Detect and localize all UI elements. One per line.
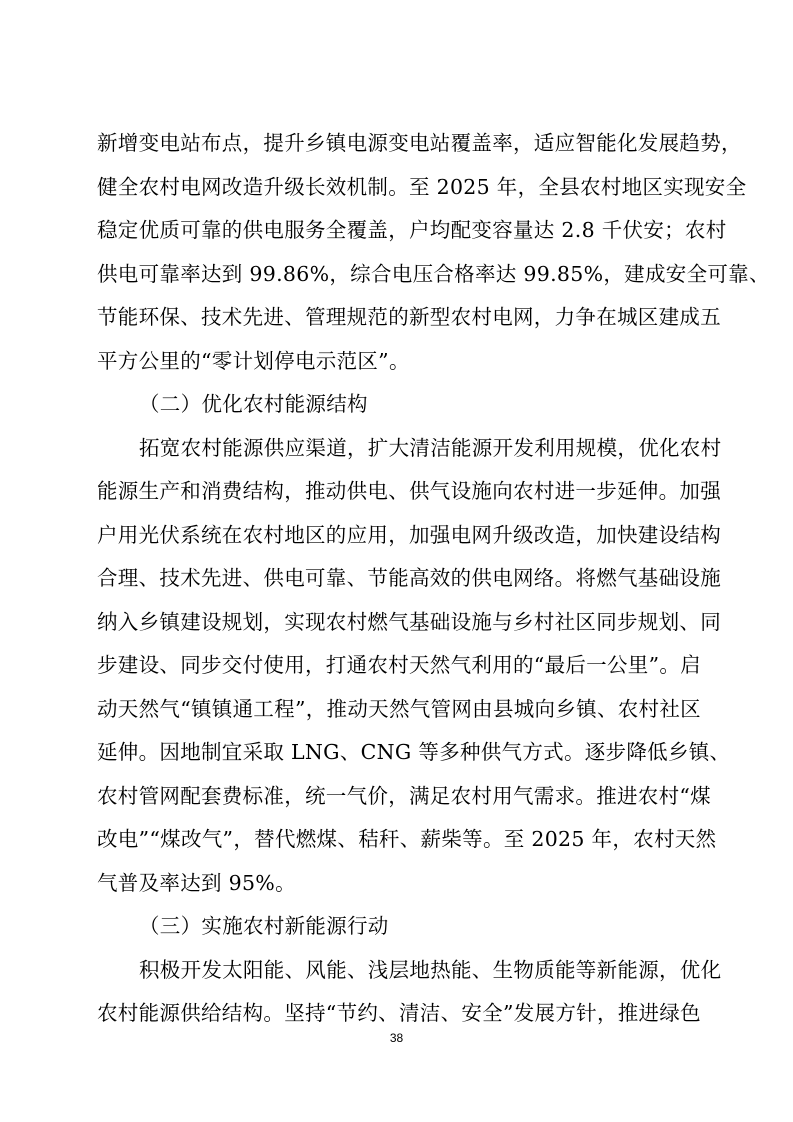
text-line: 改电”“煤改气”，替代燃煤、秸秆、薪柴等。至 2025 年，农村天然 (97, 827, 717, 851)
text-line: 平方公里的“零计划停电示范区”。 (97, 348, 410, 373)
text-line: 纳入乡镇建设规划，实现农村燃气基础设施与乡村社区同步规划、同 (97, 609, 721, 634)
section-heading: （三）实施农村新能源行动 (139, 914, 389, 938)
text-line: 稳定优质可靠的供电服务全覆盖，户均配变容量达 2.8 千伏安；农村 (97, 218, 727, 242)
document-body (97, 122, 770, 1036)
text-line: 节能环保、技术先进、管理规范的新型农村电网，力争在城区建成五 (97, 305, 721, 329)
text-line: 健全农村电网改造升级长效机制。至 2025 年，全县农村地区实现安全 (97, 174, 747, 199)
text-line: 能源生产和消费结构，推动供电、供气设施向农村进一步延伸。加强 (97, 479, 721, 503)
text-line: 农村能源供给结构。坚持“节约、清洁、安全”发展方针，推进绿色 (97, 1001, 701, 1025)
text-line: 合理、技术先进、供电可靠、节能高效的供电网络。将燃气基础设施 (97, 566, 721, 590)
text-line: 供电可靠率达到 99.86%，综合电压合格率达 99.85%，建成安全可靠、 (97, 261, 770, 286)
text-line: 延伸。因地制宜采取 LNG、CNG 等多种供气方式。逐步降低乡镇、 (97, 740, 731, 764)
text-line: 积极开发太阳能、风能、浅层地热能、生物质能等新能源，优化 (139, 957, 722, 982)
text-line: 动天然气“镇镇通工程”，推动天然气管网由县城向乡镇、农村社区 (97, 696, 701, 721)
paragraph (97, 122, 770, 383)
text-line: 步建设、同步交付使用，打通农村天然气利用的“最后一公里”。启 (97, 653, 701, 677)
text-line: 户用光伏系统在农村地区的应用，加强电网升级改造，加快建设结构 (97, 522, 721, 547)
text-line: 农村管网配套费标准，统一气价，满足农村用气需求。推进农村“煤 (97, 783, 711, 808)
paragraph (97, 949, 722, 1036)
page-number: 38 (389, 1031, 404, 1045)
section-heading: （二）优化农村能源结构 (139, 392, 368, 416)
paragraph (97, 427, 731, 906)
text-line: 拓宽农村能源供应渠道，扩大清洁能源开发利用规模，优化农村 (139, 435, 722, 460)
text-line: 气普及率达到 95%。 (97, 870, 296, 895)
text-line: 新增变电站布点，提升乡镇电源变电站覆盖率，适应智能化发展趋势， (97, 131, 742, 155)
